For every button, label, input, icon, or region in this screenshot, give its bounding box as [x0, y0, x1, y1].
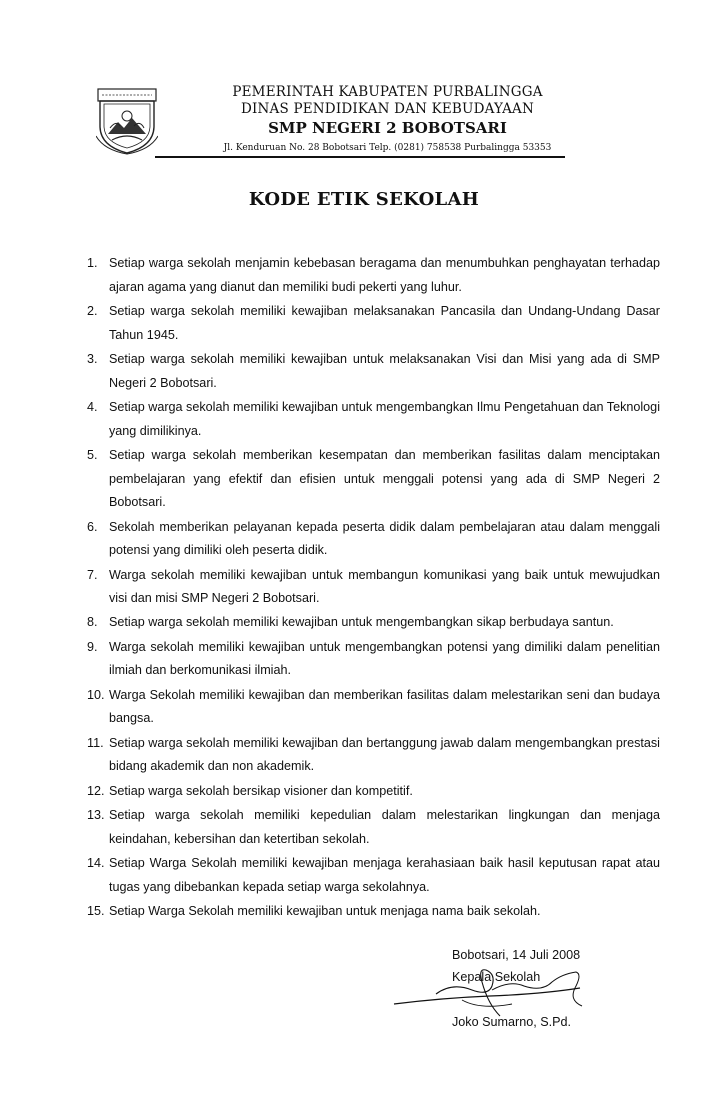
- department-name: DINAS PENDIDIKAN DAN KEBUDAYAAN: [240, 101, 535, 117]
- list-item: [87, 900, 660, 924]
- item-number: 13.: [87, 808, 105, 823]
- item-text: Setiap warga sekolah memiliki kewajiban untuk mengembangkan sikap berbudaya santun.: [109, 615, 614, 630]
- school-address: Jl. Kenduruan No. 28 Bobotsari Telp. (0281) 758538 Purbalingga 53353: [223, 143, 552, 153]
- list-item: [87, 252, 660, 299]
- item-number: 6.: [87, 519, 98, 534]
- item-text: Setiap warga sekolah memiliki kewajiban untuk melaksanakan Visi dan Misi yang ada di SMP Negeri 2 Bobotsari.: [109, 351, 660, 390]
- list-item: [87, 348, 660, 395]
- list-item: [87, 804, 660, 851]
- item-number: 3.: [87, 351, 98, 366]
- item-number: 14.: [87, 856, 105, 871]
- signer-position: Kepala Sekolah: [452, 970, 541, 984]
- item-text: Setiap warga sekolah memiliki kepedulian dalam melestarikan lingkungan dan menjaga keindahan, kebersihan dan ketertiban sekolah.: [109, 808, 660, 846]
- item-text: Setiap warga sekolah memiliki kewajiban untuk mengembangkan Ilmu Pengetahuan dan Teknologi yang dimilikinya.: [109, 399, 660, 438]
- item-text: Setiap warga sekolah memberikan kesempatan dan memberikan fasilitas dalam menciptakan pembelajaran yang efektif dan efisien untuk menggali potensi yang ada di SMP Negeri 2 Bobotsari.: [109, 447, 660, 510]
- list-item: [87, 780, 660, 804]
- list-item: [87, 611, 660, 635]
- item-text: Warga sekolah memiliki kewajiban untuk mengembangkan potensi yang dimiliki dalam penelitian ilmiah dan berkomunikasi ilmiah.: [109, 639, 660, 678]
- code-of-ethics-list: [87, 252, 660, 925]
- item-text: Setiap Warga Sekolah memiliki kewajiban untuk menjaga nama baik sekolah.: [109, 904, 541, 919]
- item-number: 11.: [87, 735, 104, 750]
- item-text: Setiap warga sekolah memiliki kewajiban dan bertanggung jawab dalam mengembangkan prestasi bidang akademik dan non akademik.: [109, 735, 660, 774]
- item-text: Setiap warga sekolah menjamin kebebasan beragama dan menumbuhkan penghayatan terhadap ajaran agama yang dianut dan memiliki budi pekerti yang luhur.: [109, 256, 660, 294]
- letterhead: [200, 84, 575, 155]
- item-number: 10.: [87, 687, 105, 702]
- item-text: Sekolah memberikan pelayanan kepada peserta didik dalam pembelajaran atau dalam menggali potensi yang dimiliki oleh peserta didik.: [109, 519, 660, 558]
- regency-crest-icon: [96, 86, 158, 156]
- list-item: [87, 564, 660, 611]
- signer-name: Joko Sumarno, S.Pd.: [452, 1015, 572, 1029]
- list-item: [87, 684, 660, 731]
- list-item: [87, 396, 660, 443]
- item-text: Setiap warga sekolah memiliki kewajiban melaksanakan Pancasila dan Undang-Undang Dasar Tahun 1945.: [109, 303, 660, 342]
- item-text: Setiap Warga Sekolah memiliki kewajiban menjaga kerahasiaan baik hasil keputusan rapat atau tugas yang dibebankan kepada setiap warga sekolahnya.: [109, 856, 660, 894]
- agency-name: PEMERINTAH KABUPATEN PURBALINGGA: [232, 84, 543, 100]
- item-text: Setiap warga sekolah bersikap visioner dan kompetitif.: [109, 783, 413, 798]
- item-number: 12.: [87, 783, 105, 798]
- item-number: 7.: [87, 567, 98, 582]
- list-item: [87, 852, 660, 899]
- list-item: [87, 636, 660, 683]
- letterhead-divider: [155, 156, 565, 158]
- item-number: 2.: [87, 303, 98, 318]
- document-title: KODE ETIK SEKOLAH: [248, 189, 480, 210]
- place-date: Bobotsari, 14 Juli 2008: [452, 948, 581, 962]
- item-number: 1.: [87, 256, 98, 270]
- item-text: Warga sekolah memiliki kewajiban untuk membangun komunikasi yang baik untuk mewujudkan visi dan misi SMP Negeri 2 Bobotsari.: [109, 567, 660, 606]
- item-number: 15.: [87, 904, 105, 919]
- school-name: SMP NEGERI 2 BOBOTSARI: [268, 119, 507, 137]
- item-number: 9.: [87, 639, 98, 654]
- item-number: 5.: [87, 447, 98, 462]
- list-item: [87, 444, 660, 515]
- list-item: [87, 732, 660, 779]
- handwritten-signature-icon: [392, 960, 588, 1022]
- item-text: Warga Sekolah memiliki kewajiban dan memberikan fasilitas dalam melestarikan seni dan budaya bangsa.: [109, 687, 660, 726]
- list-item: [87, 516, 660, 563]
- item-number: 8.: [87, 615, 98, 630]
- item-number: 4.: [87, 399, 98, 414]
- list-item: [87, 300, 660, 347]
